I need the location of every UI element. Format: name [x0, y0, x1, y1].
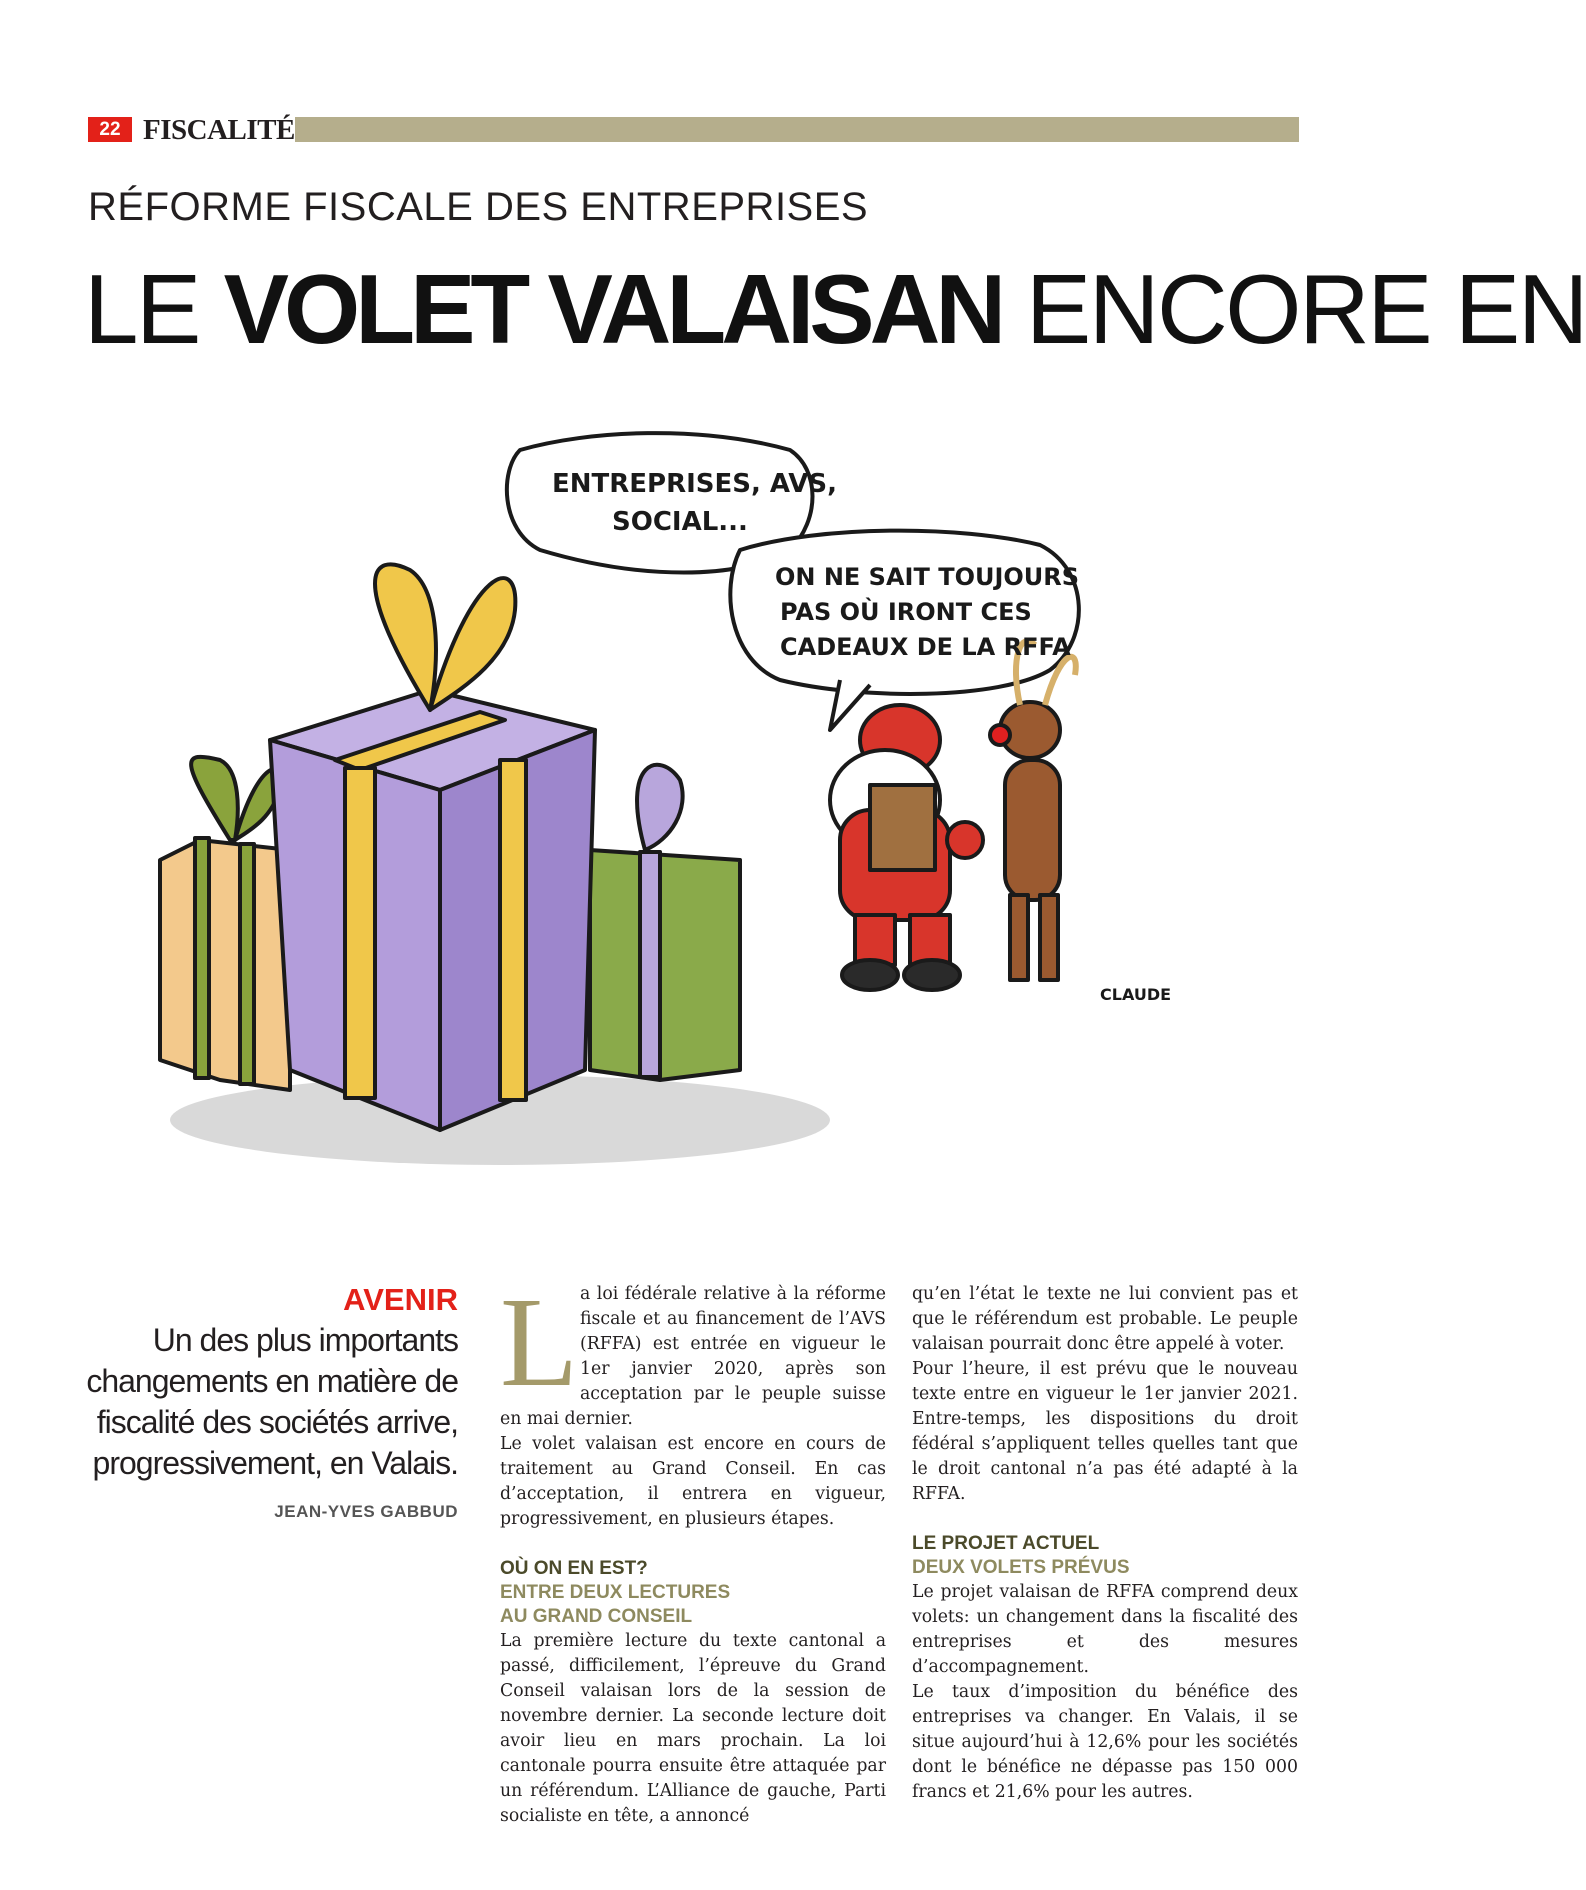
- bubble2-line3: CADEAUX DE LA RFFA: [780, 633, 1071, 661]
- chapo: Un des plus importants changements en matière de fiscalité des sociétés arrive, progressivement, en Valais.: [86, 1322, 458, 1481]
- headline-part1: LE: [84, 254, 224, 364]
- cartoon-signature: CLAUDE: [1100, 985, 1172, 1004]
- subhead-2-line1: LE PROJET ACTUEL: [912, 1533, 1100, 1554]
- kicker: RÉFORME FISCALE DES ENTREPRISES: [88, 185, 869, 229]
- headline-part2: ENCORE EN: [1001, 254, 1586, 364]
- section-rule: [295, 117, 1299, 142]
- subhead-1-line2: ENTRE DEUX LECTURES: [500, 1582, 731, 1603]
- article-intro: a loi fédérale relative à la réforme fiscale et au financement de l’AVS (RFFA) est entrée en vigueur le 1er janvier 2020, après son acceptation par le peuple suisse en mai dernier.: [500, 1284, 886, 1429]
- bubble1-line1: ENTREPRISES, AVS,: [552, 469, 838, 499]
- article-paragraph: Le taux d’imposition du bénéfice des entreprises va changer. En Valais, il se situe aujourd’hui à 12,6% pour les sociétés dont le bénéfice ne dépasse pas 150 000 francs et 21,6% pour les autres.: [912, 1682, 1298, 1802]
- dropcap: L: [500, 1271, 579, 1413]
- article-column-2: [912, 1282, 1298, 1805]
- subhead-2-line2: DEUX VOLETS PRÉVUS: [912, 1557, 1130, 1578]
- page-number: 22: [88, 117, 132, 142]
- subhead-1-line1: OÙ ON EN EST?: [500, 1558, 648, 1579]
- subhead-1-line3: AU GRAND CONSEIL: [500, 1606, 693, 1627]
- article-paragraph: Pour l’heure, il est prévu que le nouveau texte entre en vigueur le 1er janvier 2021. Entre-temps, les dispositions du droit fédéral s’appliquent telles quelles tant que le droit cantonal n’a pas été adapté à la RFFA.: [912, 1359, 1298, 1504]
- article-paragraph: Le projet valaisan de RFFA comprend deux volets: un changement dans la fiscalité des entreprises et des mesures d’accompagnement.: [912, 1582, 1298, 1677]
- cartoon-illustration: [140, 430, 1340, 1230]
- side-label: AVENIR: [343, 1282, 458, 1317]
- article-paragraph: Le volet valaisan est encore en cours de traitement au Grand Conseil. En cas d’acceptation, il entrera en vigueur, progressivement, en plusieurs étapes.: [500, 1434, 886, 1529]
- headline: [84, 254, 1586, 364]
- article-paragraph: qu’en l’état le texte ne lui convient pas et que le référendum est probable. Le peuple valaisan pourrait donc être appelé à voter.: [912, 1284, 1298, 1354]
- section-title: FISCALITÉ: [143, 114, 295, 146]
- article-paragraph: La première lecture du texte cantonal a passé, difficilement, l’épreuve du Grand Conseil valaisan lors de la session de novembre dernier. La seconde lecture doit avoir lieu en mars prochain. La loi cantonale pourra ensuite être attaquée par un référendum. L’Alliance de gauche, Parti socialiste en tête, a annoncé: [500, 1631, 886, 1826]
- headline-bold: VOLET VALAISAN: [223, 254, 1002, 364]
- bubble2-line1: ON NE SAIT TOUJOURS: [775, 563, 1080, 591]
- bubble2-line2: PAS OÙ IRONT CES: [780, 598, 1032, 626]
- bubble1-line2: SOCIAL...: [612, 507, 748, 537]
- article-column-1: [500, 1271, 886, 1829]
- author-byline: JEAN-YVES GABBUD: [274, 1502, 458, 1521]
